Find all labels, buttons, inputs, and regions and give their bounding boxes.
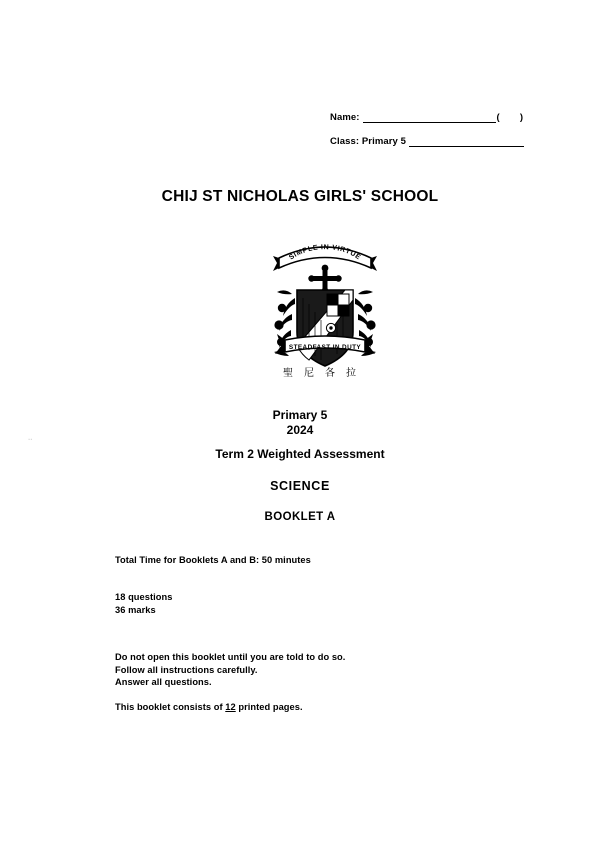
instruction-answer-all: Answer all questions.: [115, 677, 212, 687]
page-count-prefix: This booklet consists of: [115, 702, 223, 712]
name-label: Name:: [330, 112, 360, 123]
index-number-close-paren: ): [519, 112, 524, 123]
instruction-do-not-open: Do not open this booklet until you are told to do so.: [115, 652, 346, 662]
name-write-in-line[interactable]: [363, 112, 496, 123]
name-field-row: [330, 112, 560, 124]
mark-count: 36 marks: [115, 604, 156, 615]
question-count: 18 questions: [115, 592, 173, 602]
page-count-value: 12: [225, 702, 236, 712]
total-time-block: [115, 554, 311, 567]
exam-subject: SCIENCE: [270, 479, 330, 493]
svg-text:聖尼各拉: 聖尼各拉: [283, 368, 367, 379]
question-mark-counts-block: [115, 591, 172, 616]
page-count-suffix: printed pages.: [238, 702, 303, 712]
school-name-title: CHIJ ST NICHOLAS GIRLS' SCHOOL: [161, 188, 439, 205]
page-count-statement: [115, 701, 303, 714]
exam-year: 2024: [286, 423, 314, 437]
class-label: Class: Primary 5: [330, 136, 407, 147]
scan-artifact-mark: ..: [28, 433, 33, 442]
index-number-open-paren: (: [496, 112, 500, 123]
instructions-block: [115, 651, 345, 689]
student-details-block: [330, 112, 560, 160]
class-write-in-line[interactable]: [409, 136, 524, 147]
class-field-row: [330, 136, 560, 148]
instruction-follow-instructions: Follow all instructions carefully.: [115, 664, 258, 675]
exam-level: Primary 5: [272, 408, 328, 422]
exam-identification-block: [0, 408, 600, 525]
total-time-text: Total Time for Booklets A and B: 50 minutes: [115, 555, 311, 565]
page-count-block: [115, 701, 303, 714]
svg-text:STEADFAST IN DUTY: STEADFAST IN DUTY: [288, 344, 362, 351]
svg-text:SIMPLE IN VIRTUE: SIMPLE IN VIRTUE: [288, 244, 362, 262]
school-crest-logo: [265, 228, 385, 388]
exam-term: Term 2 Weighted Assessment: [215, 447, 385, 461]
exam-booklet: BOOKLET A: [264, 511, 336, 523]
